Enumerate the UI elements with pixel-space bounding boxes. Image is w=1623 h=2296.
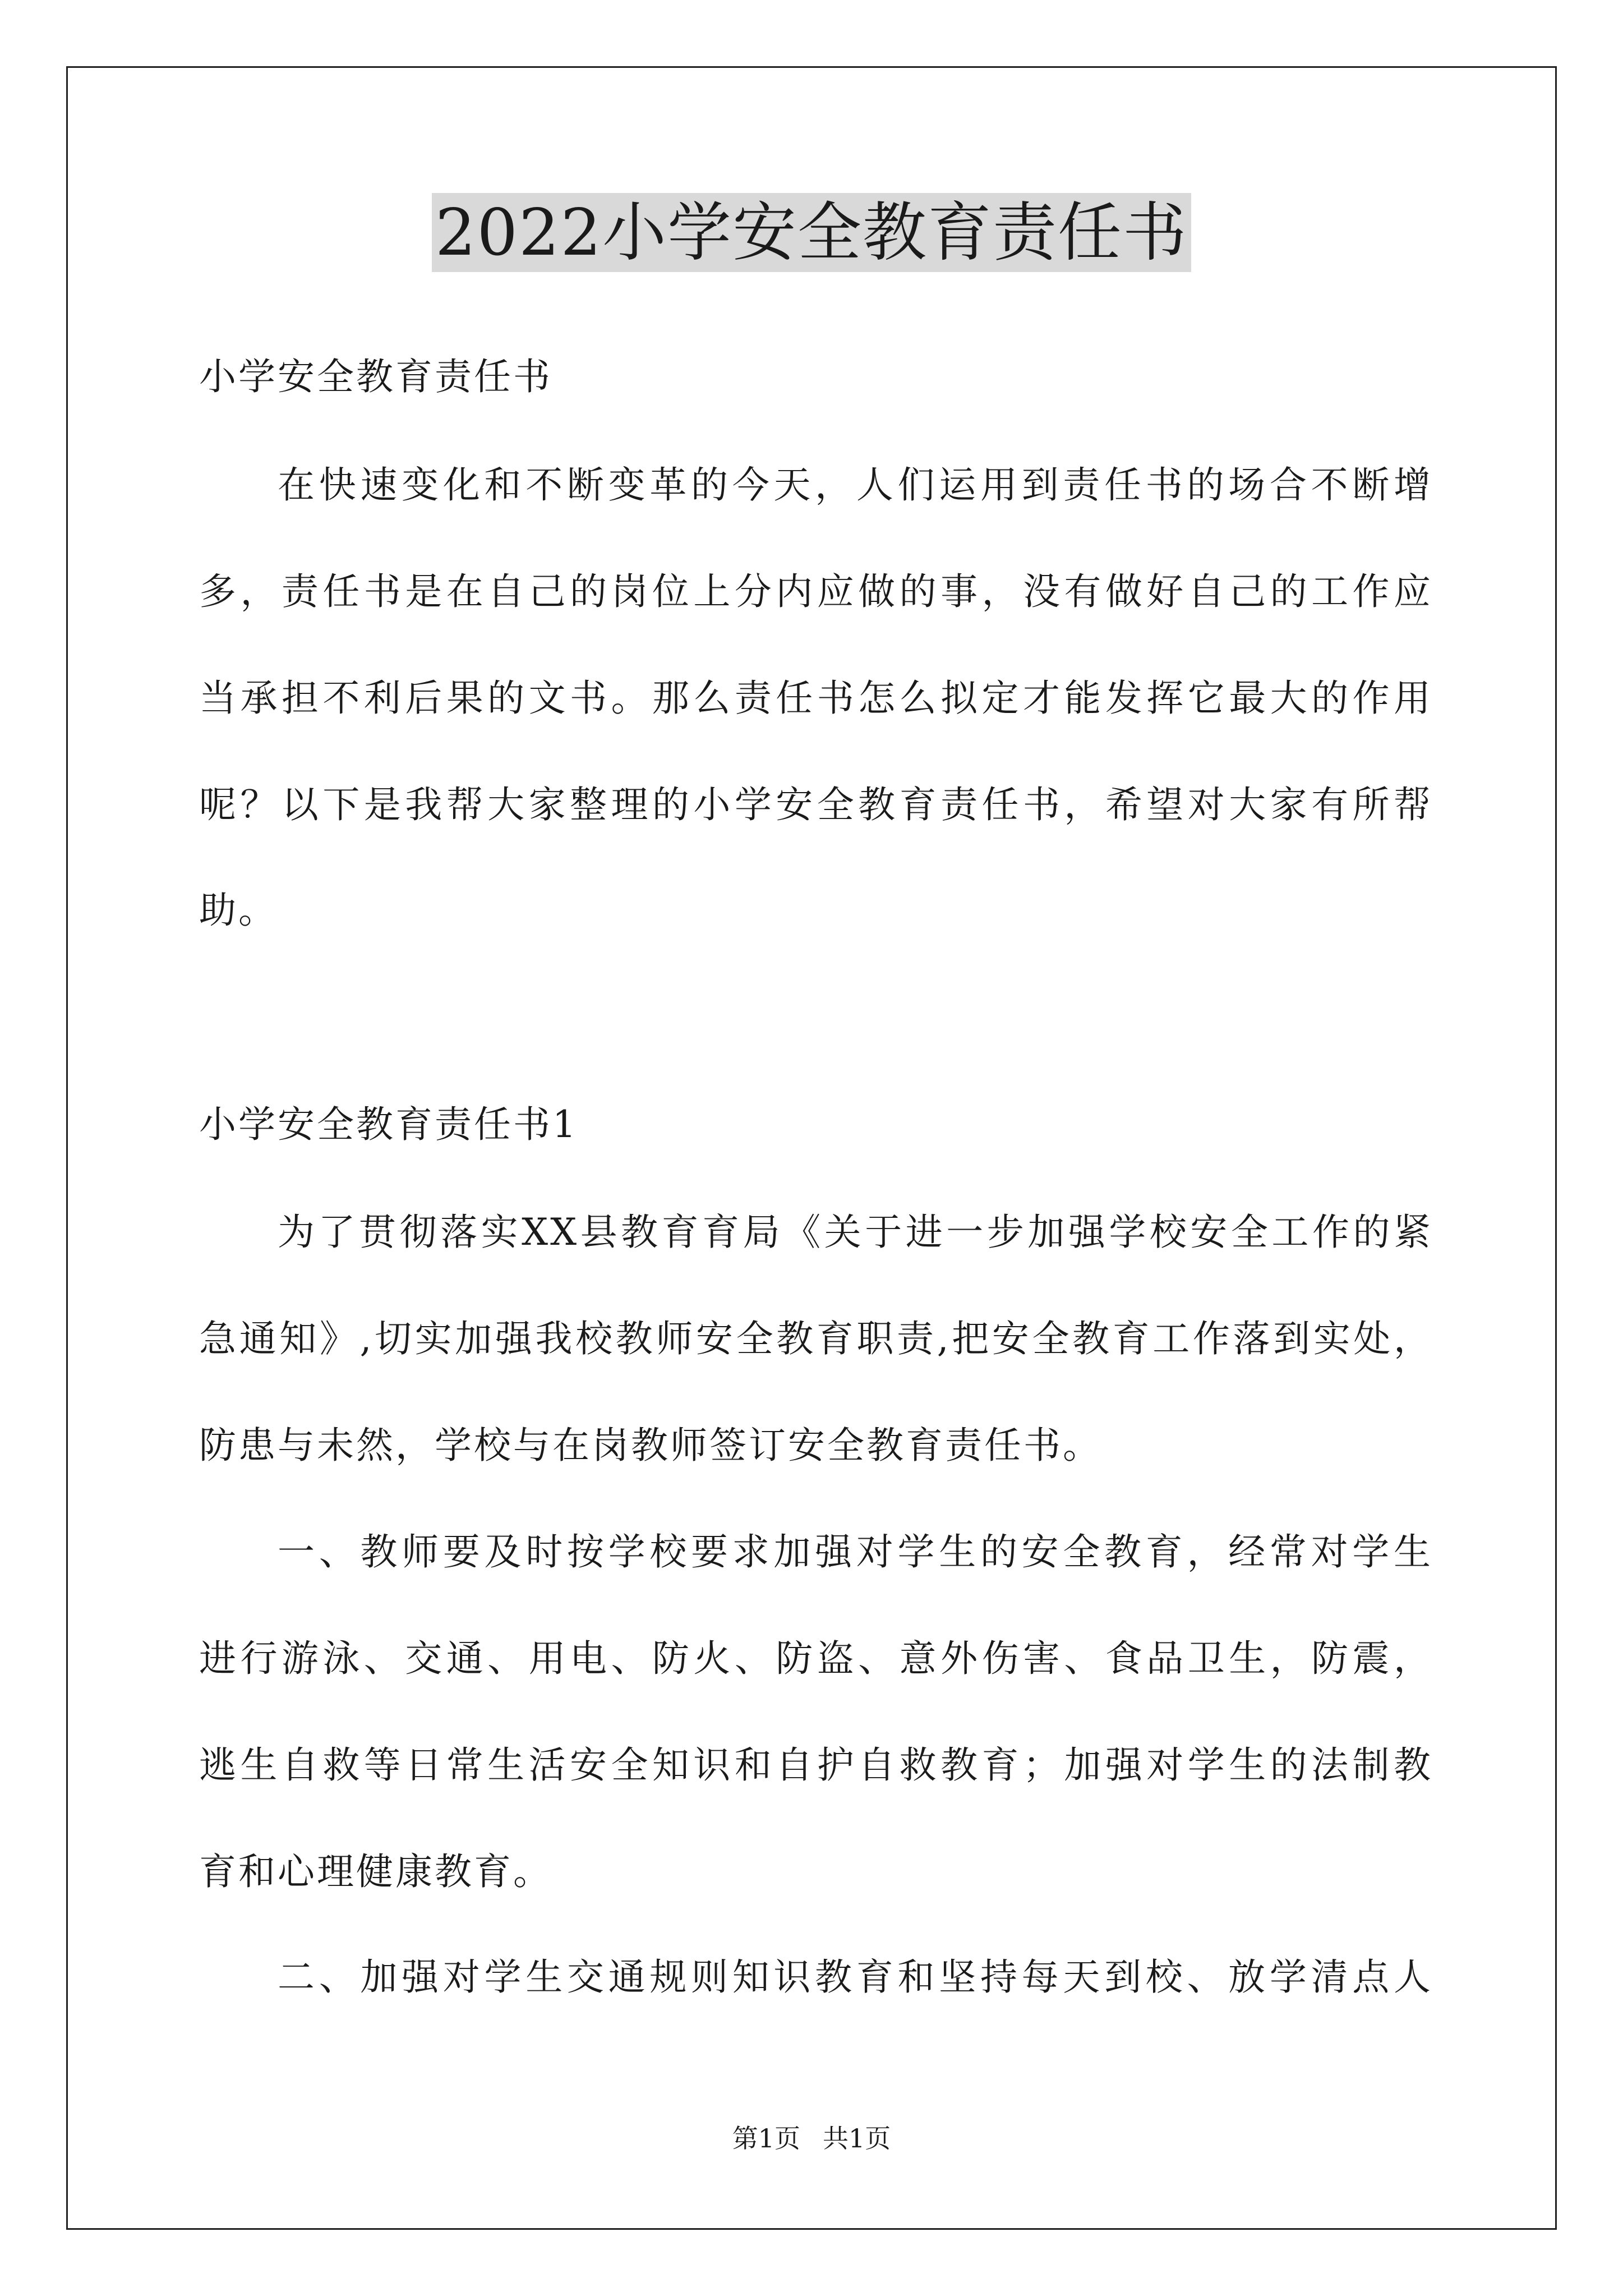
paragraph-line: 防患与未然，学校与在岗教师签订安全教育责任书。	[199, 1424, 1102, 1467]
paragraph-line: 急通知》,切实加强我校教师安全教育职责,把安全教育工作落到实处，	[199, 1317, 1433, 1360]
paragraph-line: 逃生自救等日常生活安全知识和自护自救教育；加强对学生的法制教	[199, 1743, 1433, 1787]
paragraph-line: 二、加强对学生交通规则知识教育和坚持每天到校、放学清点人	[278, 1955, 1433, 1999]
section-heading: 小学安全教育责任书	[199, 355, 552, 398]
paragraph-line: 当承担不利后果的文书。那么责任书怎么拟定才能发挥它最大的作用	[199, 677, 1433, 720]
page-number-total: 共1页	[823, 2123, 891, 2154]
paragraph-line: 呢？以下是我帮大家整理的小学安全教育责任书，希望对大家有所帮	[199, 783, 1433, 826]
page-footer	[0, 2122, 1623, 2155]
document-title: 2022小学安全教育责任书	[0, 191, 1623, 275]
paragraph-line: 在快速变化和不断变革的今天，人们运用到责任书的场合不断增	[278, 463, 1433, 507]
section-heading: 小学安全教育责任书1	[199, 1103, 578, 1146]
page-number-current: 第1页	[732, 2123, 800, 2154]
paragraph-line: 一、教师要及时按学校要求加强对学生的安全教育，经常对学生	[278, 1530, 1433, 1573]
paragraph-line: 进行游泳、交通、用电、防火、防盗、意外伤害、食品卫生，防震，	[199, 1637, 1433, 1680]
paragraph-line: 助。	[199, 889, 278, 932]
paragraph-line: 育和心理健康教育。	[199, 1850, 552, 1893]
paragraph-line: 多，责任书是在自己的岗位上分内应做的事，没有做好自己的工作应	[199, 570, 1433, 613]
paragraph-line: 为了贯彻落实XX县教育育局《关于进一步加强学校安全工作的紧	[278, 1211, 1433, 1254]
